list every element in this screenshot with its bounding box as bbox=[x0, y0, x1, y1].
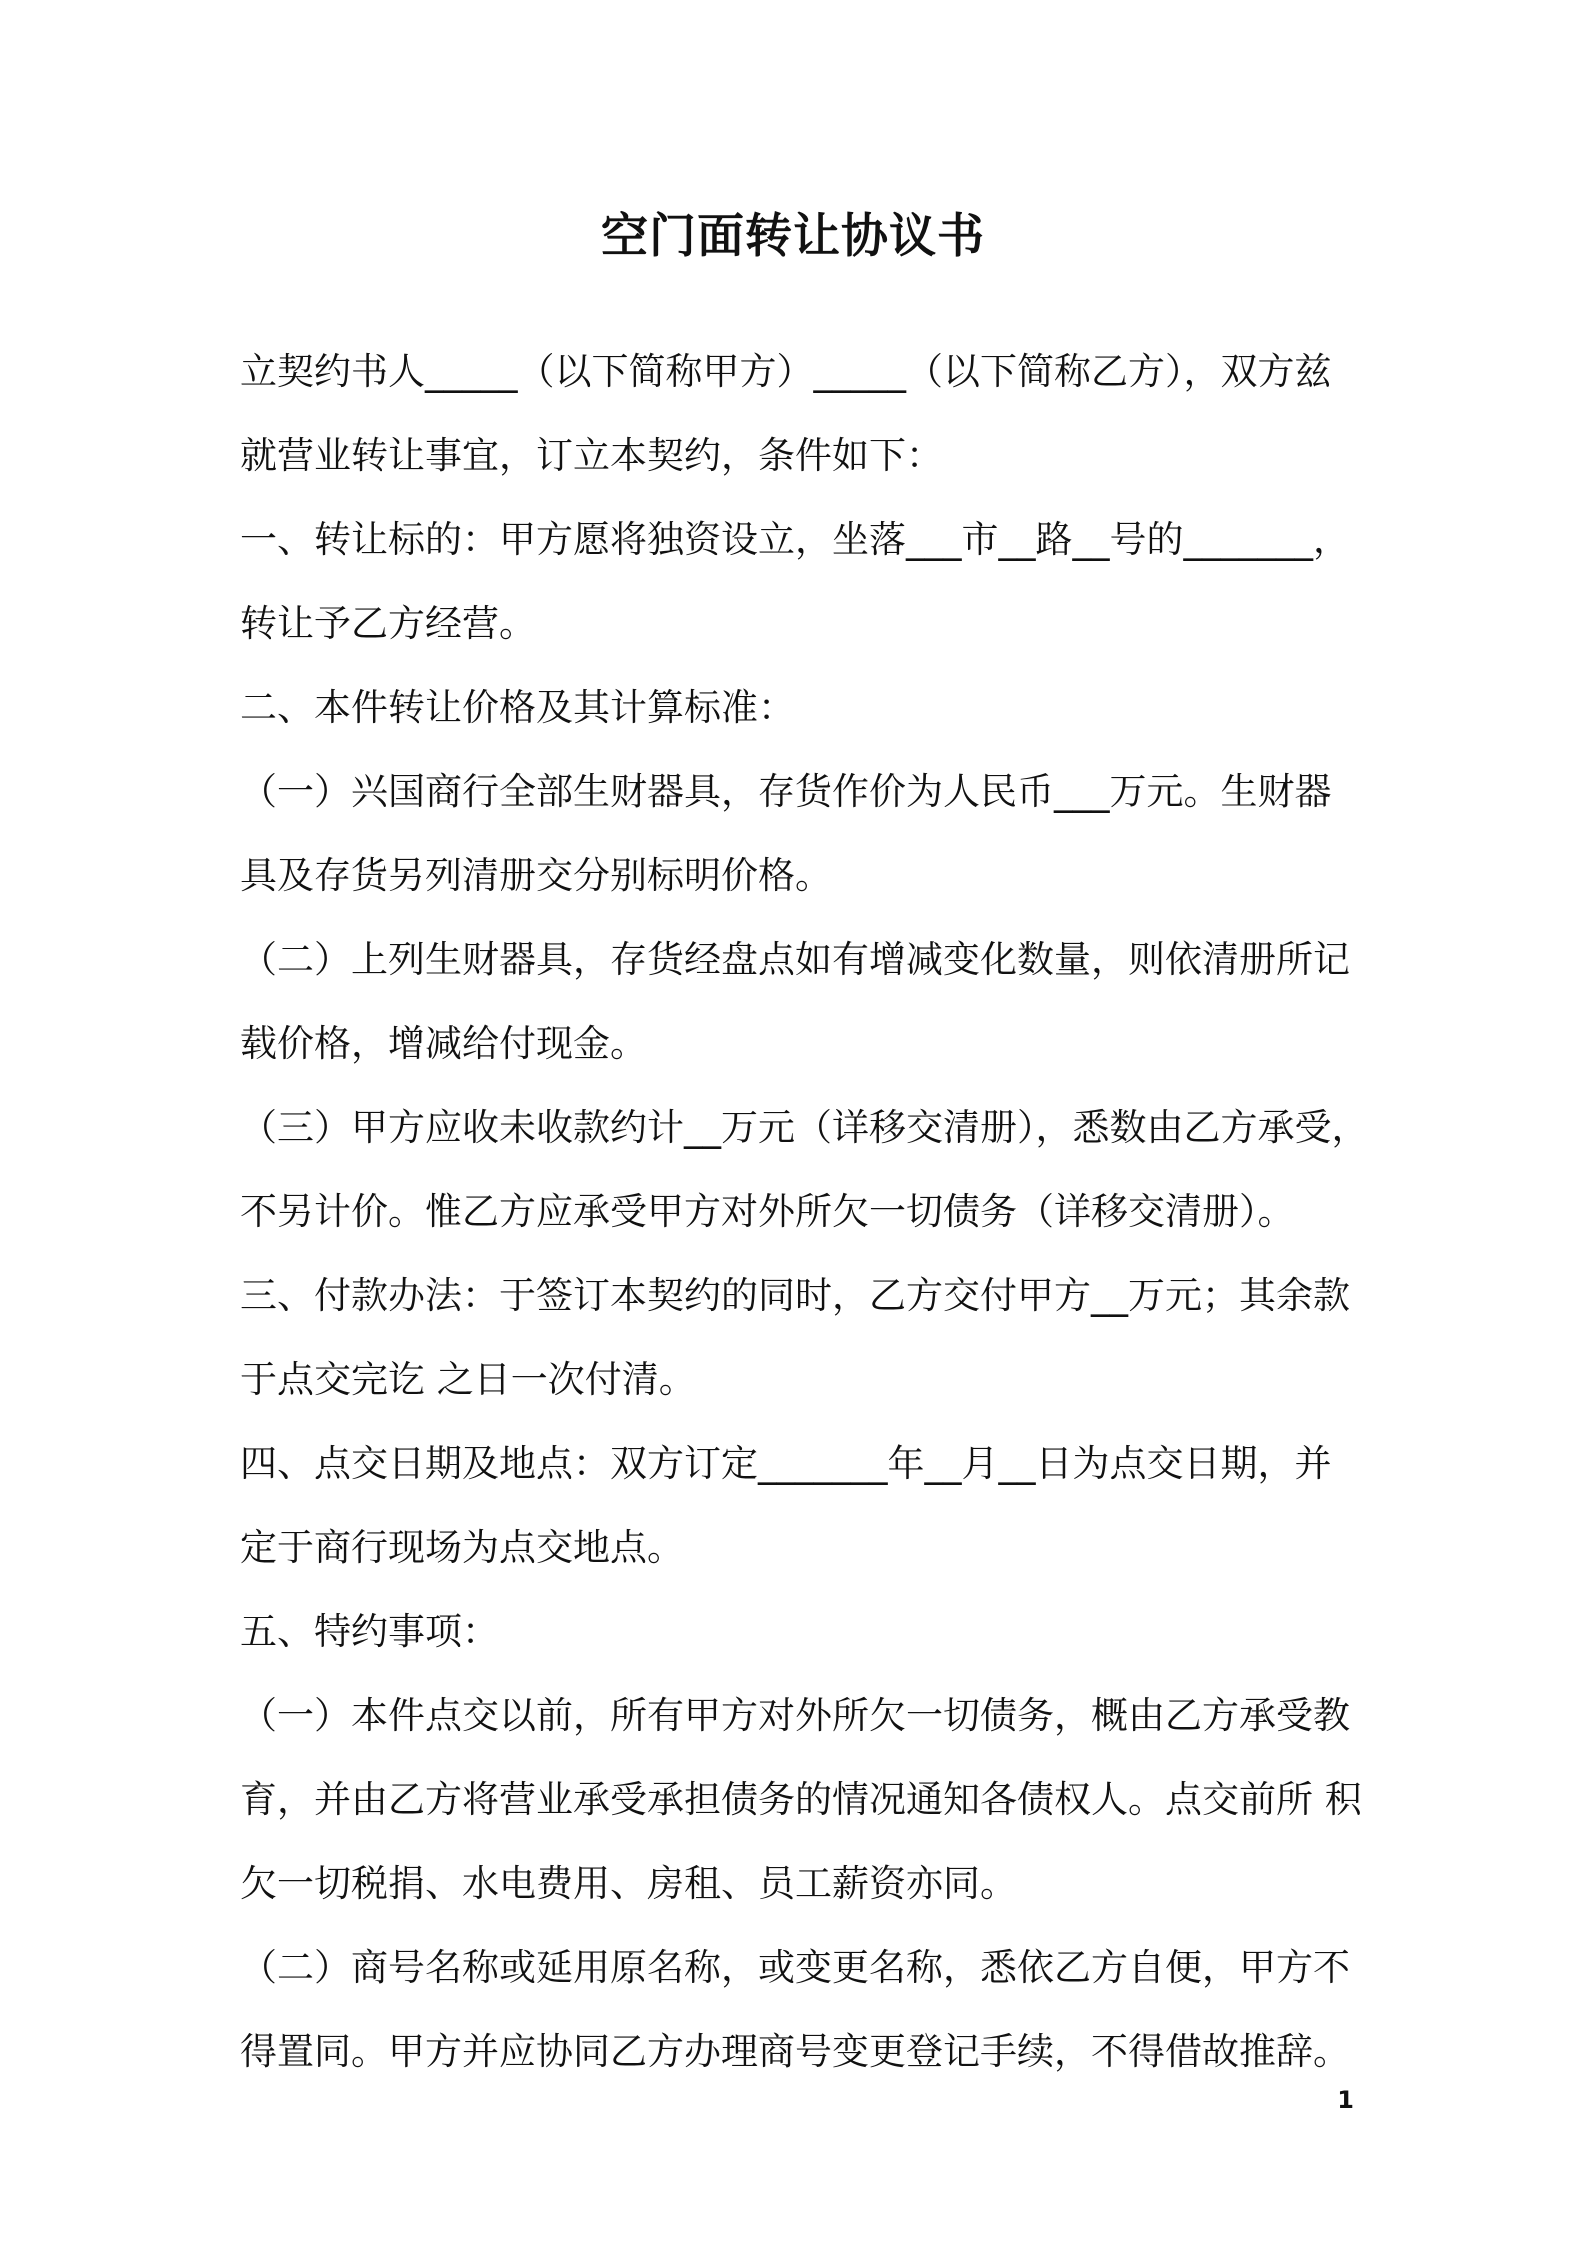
body-line: （一）兴国商行全部生财器具，存货作价为人民币___万元。生财器 bbox=[240, 770, 1332, 813]
body-line: 得置同。甲方并应协同乙方办理商号变更登记手续，不得借故推辞。 bbox=[240, 2030, 1350, 2073]
body-line: 定于商行现场为点交地点。 bbox=[240, 1526, 684, 1569]
document-title: 空门面转让协议书 bbox=[601, 209, 985, 264]
document-body bbox=[240, 330, 1369, 2094]
body-line: 一、转让标的：甲方愿将独资设立，坐落___市__路__号的_______， bbox=[240, 518, 1350, 561]
body-line: 二、本件转让价格及其计算标准： bbox=[240, 686, 795, 729]
body-line: 载价格，增减给付现金。 bbox=[240, 1022, 647, 1065]
body-line: （二）上列生财器具，存货经盘点如有增减变化数量，则依清册所记 bbox=[240, 938, 1350, 981]
body-line: 就营业转让事宜，订立本契约，条件如下： bbox=[240, 434, 943, 477]
body-line: 欠一切税捐、水电费用、房租、员工薪资亦同。 bbox=[240, 1862, 1017, 1905]
page-number: 1 bbox=[1337, 2086, 1354, 2114]
body-line: 于点交完讫 之日一次付清。 bbox=[240, 1358, 696, 1401]
body-line: 转让予乙方经营。 bbox=[240, 602, 536, 645]
body-line: 立契约书人_____（以下简称甲方）_____（以下简称乙方），双方兹 bbox=[240, 350, 1332, 393]
body-line: 具及存货另列清册交分别标明价格。 bbox=[240, 854, 832, 897]
body-line: 不另计价。惟乙方应承受甲方对外所欠一切债务（详移交清册）。 bbox=[240, 1190, 1295, 1233]
body-line: 三、付款办法：于签订本契约的同时，乙方交付甲方__万元；其余款 bbox=[240, 1274, 1350, 1317]
body-line: （二）商号名称或延用原名称，或变更名称，悉依乙方自便，甲方不 bbox=[240, 1946, 1350, 1989]
body-line: （三）甲方应收未收款约计__万元（详移交清册），悉数由乙方承受， bbox=[240, 1106, 1369, 1149]
body-line: 四、点交日期及地点：双方订定_______年__月__日为点交日期，并 bbox=[240, 1442, 1332, 1485]
body-line: （一）本件点交以前，所有甲方对外所欠一切债务，概由乙方承受教 bbox=[240, 1694, 1350, 1737]
body-line: 五、特约事项： bbox=[240, 1610, 499, 1653]
body-line: 育，并由乙方将营业承受承担债务的情况通知各债权人。点交前所 积 bbox=[240, 1778, 1362, 1821]
